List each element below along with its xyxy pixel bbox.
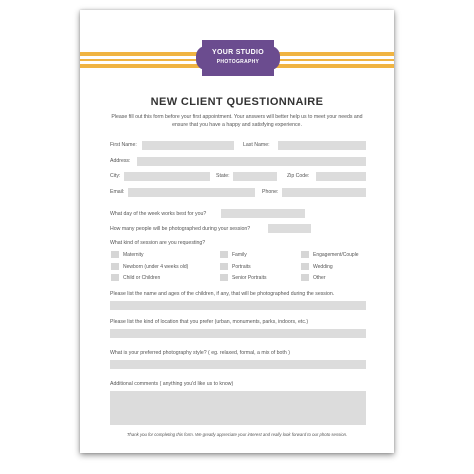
family-checkbox[interactable]	[220, 251, 228, 258]
state-label: State:	[216, 173, 230, 179]
location-field[interactable]	[110, 329, 366, 338]
state-field[interactable]	[233, 172, 277, 181]
portraits-checkbox[interactable]	[220, 263, 228, 270]
email-field[interactable]	[128, 188, 255, 197]
engagement-checkbox[interactable]	[301, 251, 309, 258]
other-checkbox[interactable]	[301, 274, 309, 281]
option-label: Maternity	[123, 252, 144, 258]
senior-portraits-checkbox[interactable]	[220, 274, 228, 281]
intro-text: Please fill out this form before your first appointment. Your answers will better help us to meet your needs and ensure that you have a happy and satisfying experience.	[111, 114, 363, 128]
option-label: Family	[232, 252, 247, 258]
option-label: Wedding	[313, 264, 333, 270]
child-checkbox[interactable]	[111, 274, 119, 281]
day-field[interactable]	[221, 209, 305, 218]
questionnaire-sheet	[80, 10, 394, 453]
address-field[interactable]	[137, 157, 366, 166]
city-field[interactable]	[124, 172, 210, 181]
style-field[interactable]	[110, 360, 366, 369]
footer-note: Thank you for completing this form. We greatly appreciate your interest and really look forward to our photo session.	[126, 432, 348, 437]
option-label: Child or Children	[123, 275, 161, 281]
location-question: Please list the kind of location that you prefer (urban, monuments, parks, indoors, etc.)	[110, 319, 309, 325]
first-name-label: First Name:	[110, 142, 137, 148]
studio-logo-badge	[202, 40, 274, 76]
option-label: Senior Portraits	[232, 275, 267, 281]
option-label: Other	[313, 275, 326, 281]
newborn-checkbox[interactable]	[111, 263, 119, 270]
maternity-checkbox[interactable]	[111, 251, 119, 258]
comments-question: Additional comments ( anything you'd like us to know)	[110, 381, 234, 387]
wedding-checkbox[interactable]	[301, 263, 309, 270]
style-question: What is your preferred photography style? ( eg. relaxed, formal, a mix of both )	[110, 350, 290, 356]
option-label: Newborn (under 4 weeks old)	[123, 264, 189, 270]
people-question: How many people will be photographed during your session?	[110, 226, 251, 232]
page-title: NEW CLIENT QUESTIONNAIRE	[150, 96, 324, 108]
last-name-field[interactable]	[278, 141, 366, 150]
address-label: Address:	[110, 158, 131, 164]
phone-field[interactable]	[282, 188, 366, 197]
zip-label: Zip Code:	[287, 173, 310, 179]
city-label: City:	[110, 173, 121, 179]
email-label: Email:	[110, 189, 125, 195]
phone-label: Phone:	[262, 189, 279, 195]
studio-subtitle: PHOTOGRAPHY	[216, 59, 260, 65]
studio-name: YOUR STUDIO	[212, 49, 264, 56]
people-field[interactable]	[268, 224, 311, 233]
session-kind-question: What kind of session are you requesting?	[110, 240, 206, 246]
first-name-field[interactable]	[142, 141, 234, 150]
last-name-label: Last Name:	[243, 142, 270, 148]
option-label: Engagement/Couple	[313, 252, 359, 258]
comments-field[interactable]	[110, 391, 366, 425]
children-question: Please list the name and ages of the children, if any, that will be photographed during the session.	[110, 291, 335, 297]
day-question: What day of the week works best for you?	[110, 211, 207, 217]
children-field[interactable]	[110, 301, 366, 310]
zip-field[interactable]	[316, 172, 366, 181]
option-label: Portraits	[232, 264, 251, 270]
